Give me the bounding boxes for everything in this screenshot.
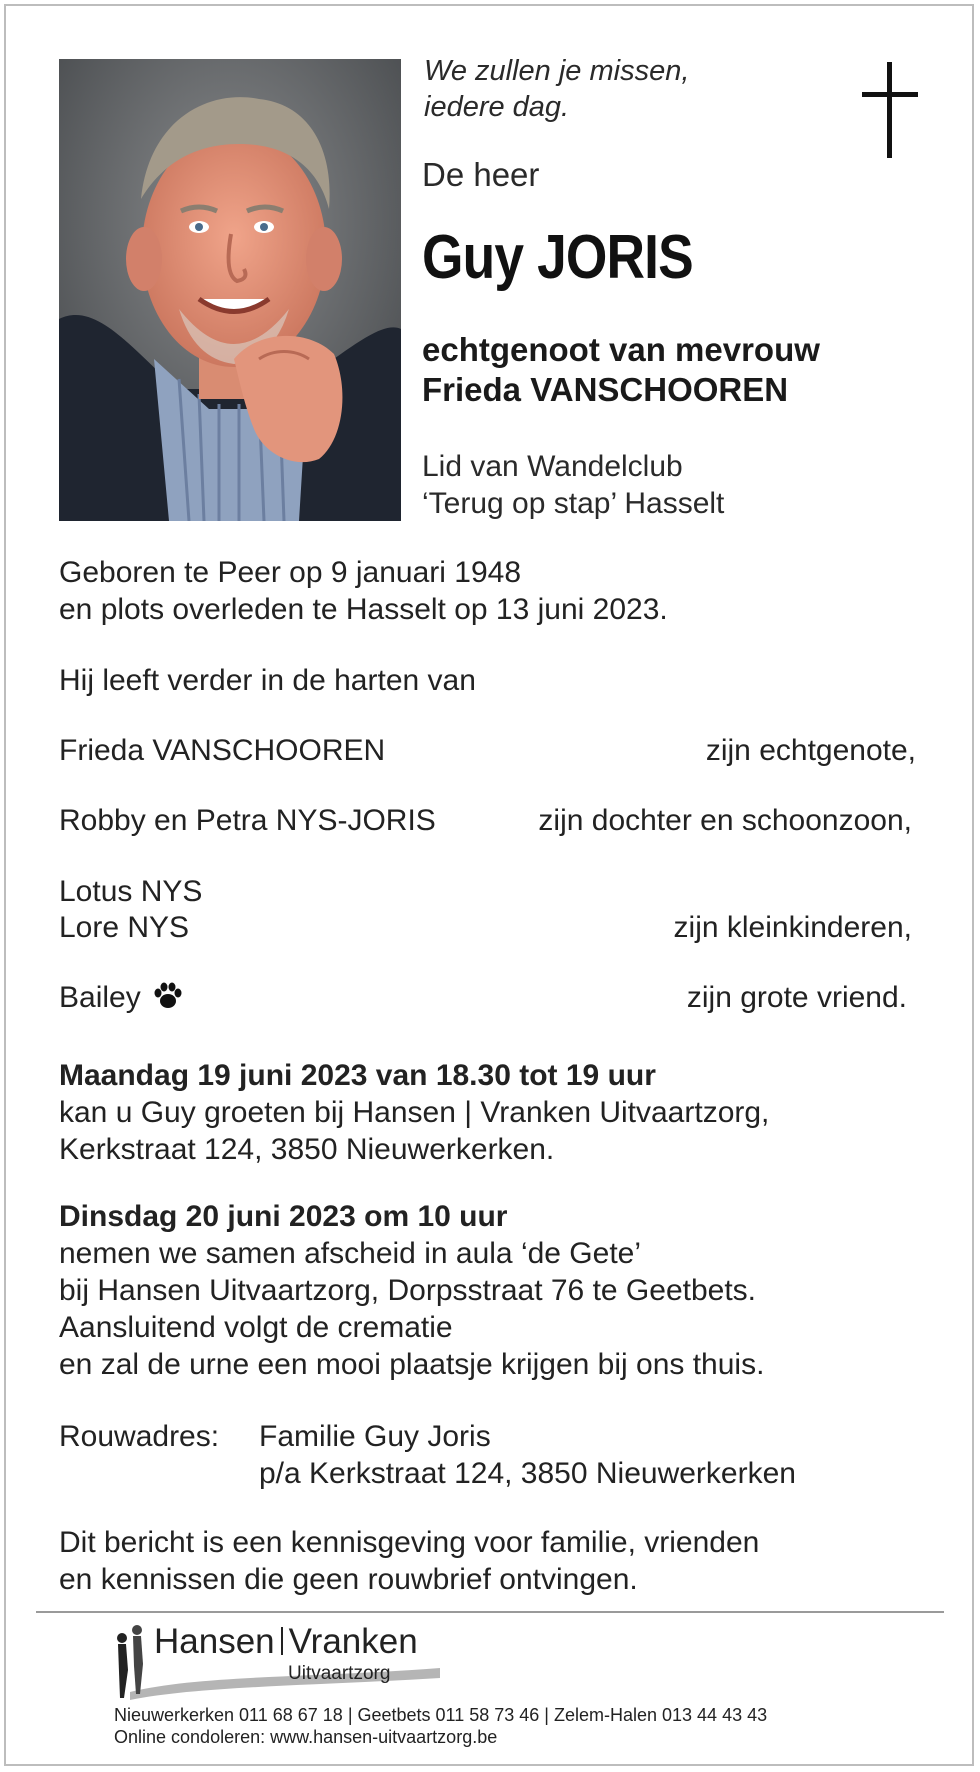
footer-divider: [36, 1611, 944, 1613]
farewell-line: nemen we samen afscheid in aula ‘de Gete’: [59, 1237, 642, 1270]
spouse-line: Frieda VANSCHOOREN: [422, 371, 789, 408]
farewell-block: [59, 1198, 764, 1383]
relative-row: [59, 732, 916, 769]
visitation-block: [59, 1057, 769, 1168]
relative-relation: zijn dochter en schoonzoon,: [538, 804, 912, 837]
relative-relation: zijn grote vriend.: [686, 981, 907, 1014]
cross-icon: [862, 62, 918, 158]
motto-line: iedere dag.: [424, 91, 570, 123]
relative-relation: zijn kleinkinderen,: [673, 911, 912, 944]
farewell-heading: Dinsdag 20 juni 2023 om 10 uur: [59, 1200, 508, 1233]
logo-wordmark: [154, 1622, 418, 1662]
farewell-line: en zal de urne een mooi plaatsje krijgen bij ons thuis.: [59, 1348, 765, 1381]
birth-death: [59, 554, 668, 628]
farewell-line: Aansluitend volgt de crematie: [59, 1311, 453, 1344]
relative-row: [59, 873, 916, 910]
motto: [424, 53, 689, 125]
relative-name: Frieda VANSCHOOREN: [59, 734, 386, 767]
death-line: en plots overleden te Hasselt op 13 juni 2023.: [59, 593, 668, 626]
relative-relation: zijn echtgenote,: [705, 734, 916, 767]
club-line: ‘Terug op stap’ Hasselt: [422, 487, 725, 520]
notice-line: Dit bericht is een kennisgeving voor familie, vrienden: [59, 1526, 760, 1559]
logo-left: Hansen: [154, 1622, 275, 1661]
relative-row: [59, 802, 916, 839]
notice: [59, 1524, 759, 1598]
portrait-photo: [59, 59, 401, 521]
club-info: [422, 448, 724, 522]
title-prefix: De heer: [422, 156, 540, 193]
address-label: Rouwadres:: [59, 1420, 220, 1453]
lives-on-text: Hij leeft verder in de harten van: [59, 664, 476, 697]
address-line: p/a Kerkstraat 124, 3850 Nieuwerkerken: [259, 1457, 796, 1490]
relative-name: Bailey: [59, 981, 141, 1014]
paw-icon: [153, 982, 183, 1010]
motto-line: We zullen je missen,: [424, 55, 690, 87]
contact-phones: Nieuwerkerken 011 68 67 18 | Geetbets 011 58 73 46 | Zelem-Halen 013 44 43 43: [114, 1705, 768, 1725]
visitation-line: kan u Guy groeten bij Hansen | Vranken Uitvaartzorg,: [59, 1096, 770, 1129]
deceased-name: Guy JORIS: [422, 223, 693, 292]
footer-contacts: [114, 1704, 767, 1748]
address-lines: [259, 1418, 796, 1492]
birth-line: Geboren te Peer op 9 januari 1948: [59, 556, 521, 589]
relative-row: [59, 979, 916, 1016]
notice-line: en kennissen die geen rouwbrief ontvingen.: [59, 1563, 638, 1596]
relative-name: Robby en Petra NYS-JORIS: [59, 804, 436, 837]
relative-row: [59, 909, 916, 946]
visitation-heading: Maandag 19 juni 2023 van 18.30 tot 19 uur: [59, 1059, 656, 1092]
relative-name: Lore NYS: [59, 911, 190, 944]
spouse-line: echtgenoot van mevrouw: [422, 331, 820, 368]
portrait-illustration: [59, 59, 401, 521]
logo-right: Vranken: [288, 1622, 418, 1661]
spouse-info: [422, 330, 820, 410]
relative-name: Lotus NYS: [59, 875, 203, 908]
visitation-line: Kerkstraat 124, 3850 Nieuwerkerken.: [59, 1133, 555, 1166]
address-line: Familie Guy Joris: [259, 1420, 491, 1453]
contact-online: Online condoleren: www.hansen-uitvaartzorg.be: [114, 1727, 498, 1747]
logo-subtitle: Uitvaartzorg: [288, 1663, 391, 1684]
farewell-line: bij Hansen Uitvaartzorg, Dorpsstraat 76 te Geetbets.: [59, 1274, 757, 1307]
club-line: Lid van Wandelclub: [422, 450, 683, 483]
